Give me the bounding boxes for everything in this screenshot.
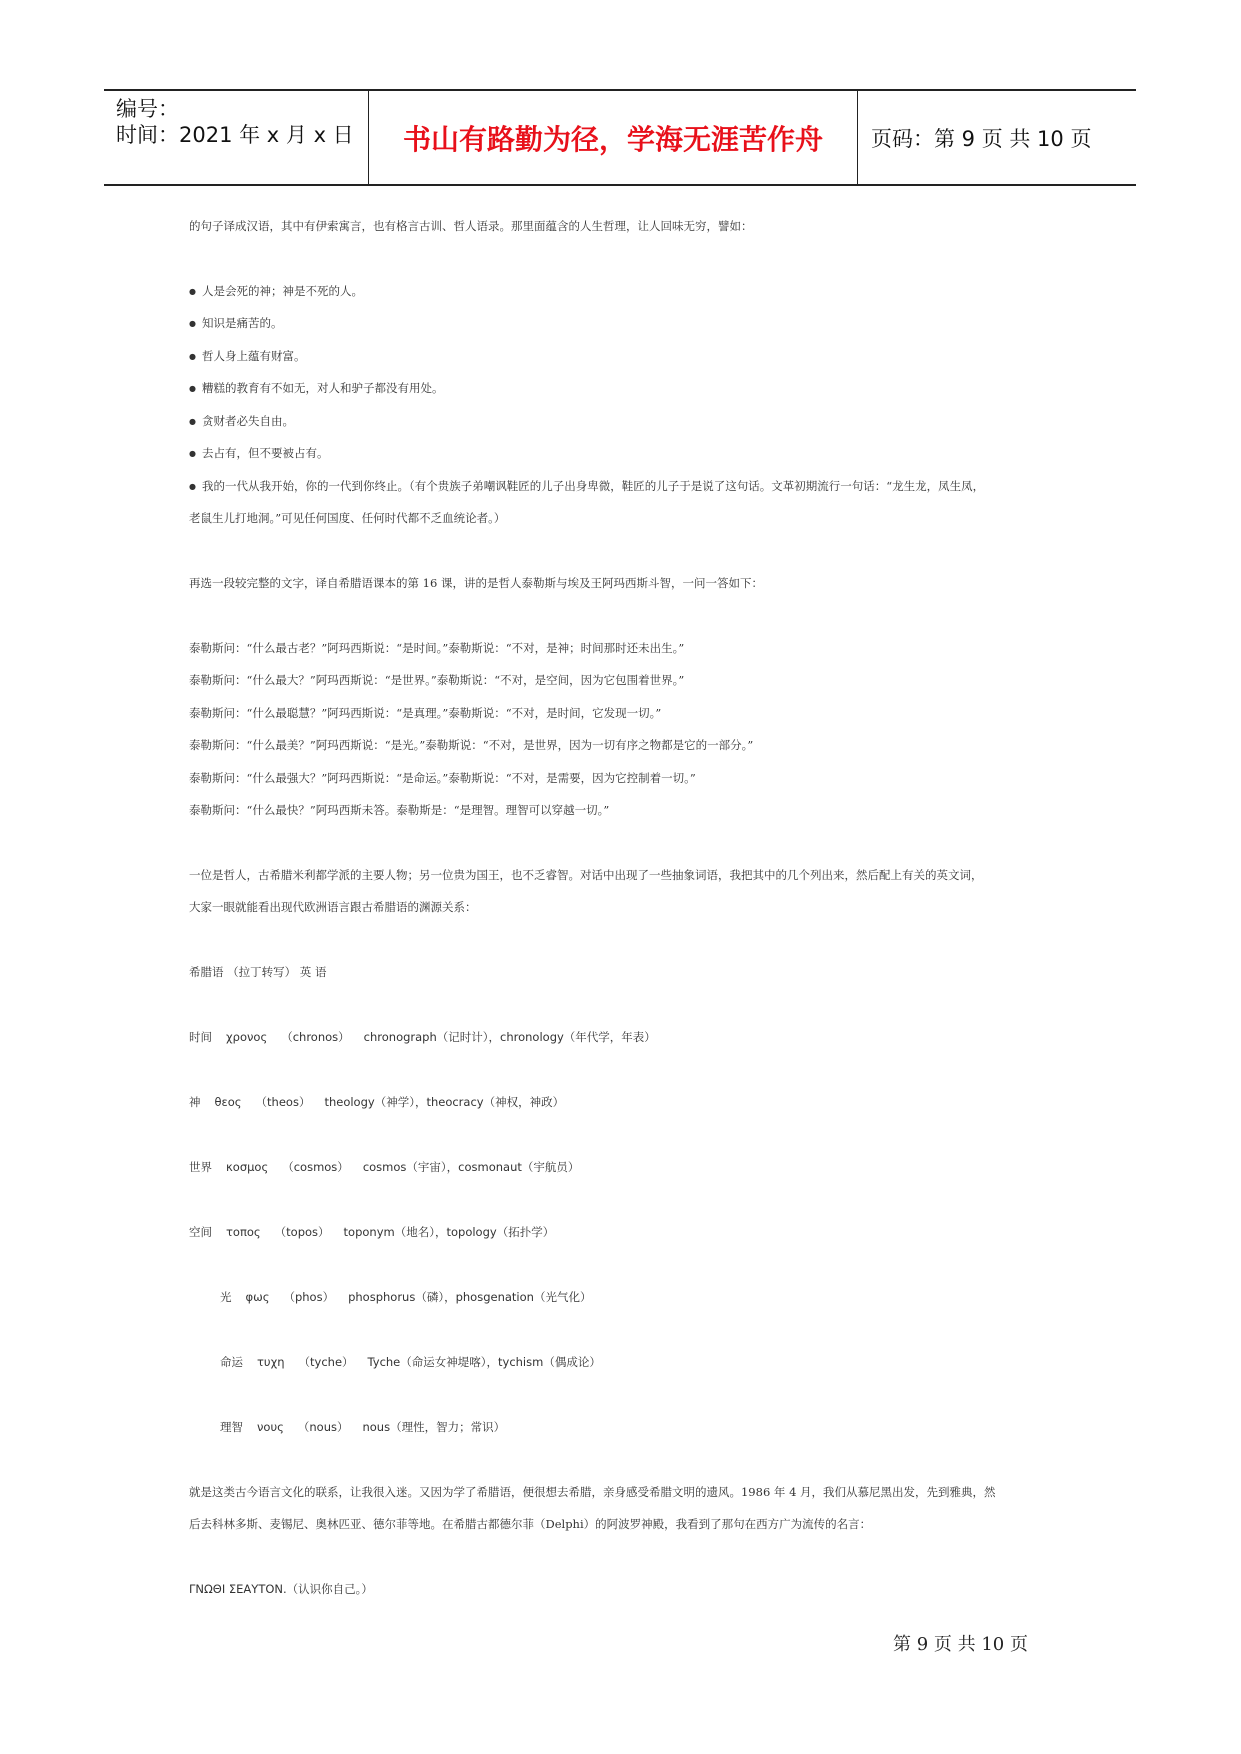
document-number-label: 编号： — [116, 97, 179, 121]
word-greek: τυχη — [257, 1355, 285, 1369]
word-zh: 世界 — [189, 1160, 212, 1174]
word-row — [189, 1094, 564, 1110]
word-latin: （topos） — [274, 1225, 330, 1239]
word-latin: （nous） — [297, 1420, 349, 1434]
paragraph: 后去科林多斯、麦锡尼、奥林匹亚、德尔菲等地。在希腊古都德尔菲（Delphi）的阿波罗神殿，我看到了那句在西方广为流传的名言： — [189, 1517, 872, 1531]
word-zh: 时间 — [189, 1030, 212, 1044]
dialogue-line: 泰勒斯问：“什么最聪慧？”阿玛西斯说：“是真理。”泰勒斯说：“不对，是时间，它发现一切。” — [189, 706, 662, 720]
greek-quote: ΓΝΩΘΙ ΣΕΑΥΤΟΝ.（认识你自己。） — [189, 1582, 373, 1596]
paragraph: 一位是哲人，古希腊米利都学派的主要人物；另一位贵为国王，也不乏睿智。对话中出现了一些抽象词语，我把其中的几个列出来，然后配上有关的英文词， — [189, 868, 983, 882]
dialogue-line: 泰勒斯问：“什么最美？”阿玛西斯说：“是光。”泰勒斯说：“不对，是世界，因为一切有序之物都是它的一部分。” — [189, 738, 754, 752]
paragraph: 再选一段较完整的文字，译自希腊语课本的第 16 课，讲的是哲人泰勒斯与埃及王阿玛西斯斗智，一问一答如下： — [189, 576, 763, 590]
header-left-cell — [104, 91, 369, 184]
word-greek: νους — [257, 1420, 284, 1434]
word-latin: （theos） — [255, 1095, 311, 1109]
word-zh: 理智 — [220, 1420, 243, 1434]
word-english: Tyche（命运女神堤喀），tychism（偶成论） — [367, 1355, 601, 1369]
dialogue-line: 泰勒斯问：“什么最古老？”阿玛西斯说：“是时间。”泰勒斯说：“不对，是神；时间那时还未出生。” — [189, 641, 685, 655]
word-latin: （tyche） — [298, 1355, 354, 1369]
word-english: cosmos（宇宙），cosmonaut（宇航员） — [362, 1160, 580, 1174]
word-latin: （phos） — [283, 1290, 335, 1304]
list-item: ● 贪财者必失自由。 — [189, 413, 294, 431]
word-zh: 神 — [189, 1095, 201, 1109]
header-right-cell — [859, 91, 1136, 184]
word-greek: τοπος — [226, 1225, 261, 1239]
list-item: ● 糟糕的教育有不如无，对人和驴子都没有用处。 — [189, 380, 443, 398]
word-zh: 命运 — [220, 1355, 243, 1369]
header-page-label: 页码：第 9 页 共 10 页 — [871, 127, 1092, 151]
list-item: ● 知识是痛苦的。 — [189, 315, 282, 333]
word-latin: （cosmos） — [282, 1160, 349, 1174]
word-greek: χρονος — [226, 1030, 268, 1044]
word-greek: θεος — [214, 1095, 242, 1109]
word-row — [220, 1354, 601, 1370]
word-english: phosphorus（磷），phosgenation（光气化） — [348, 1290, 592, 1304]
word-english: nous（理性，智力；常识） — [362, 1420, 506, 1434]
list-item: ● 人是会死的神；神是不死的人。 — [189, 283, 363, 301]
paragraph: 大家一眼就能看出现代欧洲语言跟古希腊语的渊源关系： — [189, 900, 477, 914]
word-row — [220, 1419, 505, 1435]
dialogue-line: 泰勒斯问：“什么最快？”阿玛西斯未答。泰勒斯是：“是理智。理智可以穿越一切。” — [189, 803, 610, 817]
word-row — [189, 1029, 656, 1045]
intro-paragraph: 的句子译成汉语，其中有伊索寓言，也有格言古训、哲人语录。那里面蕴含的人生哲理，让人回味无穷，譬如： — [189, 219, 753, 233]
list-item: ● 我的一代从我开始，你的一代到你终止。（有个贵族子弟嘲讽鞋匠的儿子出身卑微，鞋匠的儿子于是说了这句话。文革初期流行一句话：“龙生龙，凤生凤， — [189, 478, 984, 496]
word-row — [189, 1224, 554, 1240]
word-table-header: 希腊语 （拉丁转写） 英 语 — [189, 965, 327, 979]
list-item: ● 哲人身上蕴有财富。 — [189, 348, 305, 366]
word-english: toponym（地名），topology（拓扑学） — [343, 1225, 555, 1239]
page-footer: 第 9 页 共 10 页 — [893, 1634, 1028, 1655]
header-motto: 书山有路勤为径，学海无涯苦作舟 — [402, 123, 823, 156]
list-item-continuation: 老鼠生儿打地洞。”可见任何国度、任何时代都不乏血统论者。） — [189, 511, 506, 525]
list-item: ● 去占有，但不要被占有。 — [189, 445, 328, 463]
word-greek: κοσμος — [226, 1160, 269, 1174]
word-row — [189, 1159, 579, 1175]
header-table — [104, 89, 1136, 186]
word-row — [220, 1289, 591, 1305]
word-english: theology（神学），theocracy（神权，神政） — [324, 1095, 565, 1109]
paragraph: 就是这类古今语言文化的联系，让我很入迷。又因为学了希腊语，便很想去希腊，亲身感受希腊文明的遗风。1986 年 4 月，我们从慕尼黑出发，先到雅典，然 — [189, 1485, 996, 1499]
document-date-label: 时间：2021 年 x 月 x 日 — [116, 123, 354, 147]
word-latin: （chronos） — [281, 1030, 350, 1044]
word-english: chronograph（记时计），chronology（年代学，年表） — [363, 1030, 656, 1044]
header-center-cell — [369, 91, 858, 184]
word-zh: 光 — [220, 1290, 232, 1304]
word-zh: 空间 — [189, 1225, 212, 1239]
dialogue-line: 泰勒斯问：“什么最大？”阿玛西斯说：“是世界。”泰勒斯说：“不对，是空间，因为它包围着世界。” — [189, 673, 685, 687]
word-greek: φως — [245, 1290, 270, 1304]
dialogue-line: 泰勒斯问：“什么最强大？”阿玛西斯说：“是命运。”泰勒斯说：“不对，是需要，因为它控制着一切。” — [189, 771, 696, 785]
